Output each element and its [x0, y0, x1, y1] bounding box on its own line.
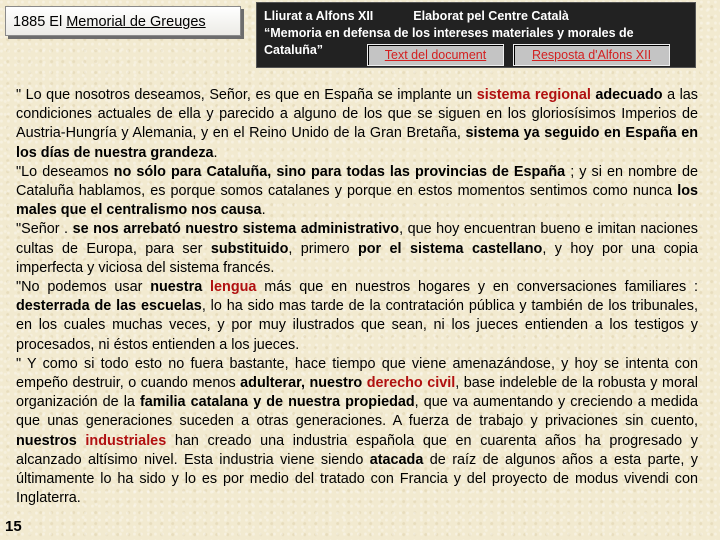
text-run: , y hoy por una copia imperfecta y viciosa del sistema francés.: [16, 240, 698, 276]
text-run: a las condiciones actuales de ella y parecido a alguno de los que se siguen en los gloriosísimos Imperios de Austria-Hungría y Alemania, y en el Reino Unido de la Gran Bretaña,: [16, 87, 699, 142]
text-run: "Lo deseamos: [16, 163, 114, 180]
page-number: 15: [5, 518, 22, 535]
text-run: más que en nuestros hogares y en conversaciones familiares :: [256, 279, 698, 296]
highlighted-keyword: derecho civil: [366, 375, 456, 392]
alfonso-response-button[interactable]: Resposta d'Alfons XII: [513, 44, 670, 66]
document-body: [16, 86, 698, 508]
text-run: ; y si en nombre de Cataluña hablamos, es porque somos catalanes y porque en estos momentos sentimos como nunca: [16, 163, 698, 200]
header-line-3: Cataluña”: [264, 43, 324, 57]
text-run: , que va aumentando y creciendo a medida que unas generaciones suceden a otras generaciones. A fuerza de trabajo y privaciones sin cuento,: [16, 394, 698, 430]
bold-phrase: por el sistema castellano: [357, 240, 543, 257]
text-run: , que hoy encuentran bueno e imitan naciones cultas de Europa, para ser: [16, 221, 698, 257]
header-authored-by: Elaborat pel Centre Català: [413, 9, 569, 23]
text-run: , base indeleble de la robusta y moral organización de la: [16, 375, 698, 411]
bold-phrase: familia catalana y de nuestra propiedad: [139, 394, 415, 411]
text-run: .: [213, 144, 218, 161]
bold-phrase: los males que el centralismo nos causa: [16, 183, 698, 219]
bold-phrase: sistema ya seguido en España en los días de nuestra grandeza: [16, 125, 698, 161]
title-name: Memorial de Greuges: [66, 14, 206, 30]
text-run: han creado una industria española que en cuarenta años ha progresado y alcanzado altísimo nivel. Esta industria viene siendo: [16, 432, 698, 468]
bold-phrase: adulterar, nuestro: [240, 375, 367, 392]
bold-phrase: no sólo para Cataluña, sino para todas las provincias de España: [113, 163, 566, 180]
text-run: "Señor .: [16, 221, 73, 238]
bold-phrase: adecuado: [595, 87, 663, 103]
body-paragraph: [16, 278, 698, 355]
bold-phrase: nuestra: [150, 279, 211, 296]
header-line-1: [264, 8, 695, 25]
text-run: de raíz de algunos años a esta parte, y últimamente lo ha sido y lo es por medio del tratado con Francia y del proyecto de modus vivendi con Inglaterra.: [16, 451, 698, 507]
document-title-box: [5, 6, 241, 36]
bold-phrase: se nos arrebató nuestro sistema administrativo: [72, 221, 400, 238]
text-run: .: [261, 202, 266, 219]
bold-phrase: desterrada de las escuelas: [16, 298, 202, 315]
body-paragraph: [16, 220, 698, 278]
text-run: "No podemos usar: [16, 279, 151, 296]
header-line-2: “Memoria en defensa de los intereses materiales y morales de: [264, 26, 634, 40]
text-run: , primero: [288, 240, 358, 257]
body-paragraph: [16, 355, 698, 509]
body-paragraph: [16, 163, 698, 221]
highlighted-keyword: lengua: [210, 279, 257, 296]
body-paragraph: [16, 86, 698, 163]
text-run: " Lo que nosotros deseamos, Señor, es que en España se implante un: [16, 87, 477, 103]
highlighted-keyword: industriales: [85, 432, 167, 449]
bold-phrase: substituido: [210, 240, 289, 257]
text-run: " Y como si todo esto no fuera bastante, hace tiempo que viene amenazándose, y hoy se intenta con empeño destruir, o cuando menos: [16, 355, 698, 392]
text-run: , lo ha sido mas tarde de la contratación pública y también de los tribunales, en los cuales muchas veces, y por muy ilustrados que sean, ni los jueces entienden a los testigos y procesados, ni éstos entienden a los jueces.: [16, 298, 698, 353]
highlighted-keyword: sistema regional: [476, 87, 591, 103]
bold-phrase: nuestros: [16, 432, 86, 449]
document-text-button[interactable]: Text del document: [367, 44, 504, 66]
header-delivered-to: Lliurat a Alfons XII: [264, 9, 374, 23]
title-year: 1885 El: [13, 14, 67, 30]
bold-phrase: atacada: [369, 451, 424, 468]
